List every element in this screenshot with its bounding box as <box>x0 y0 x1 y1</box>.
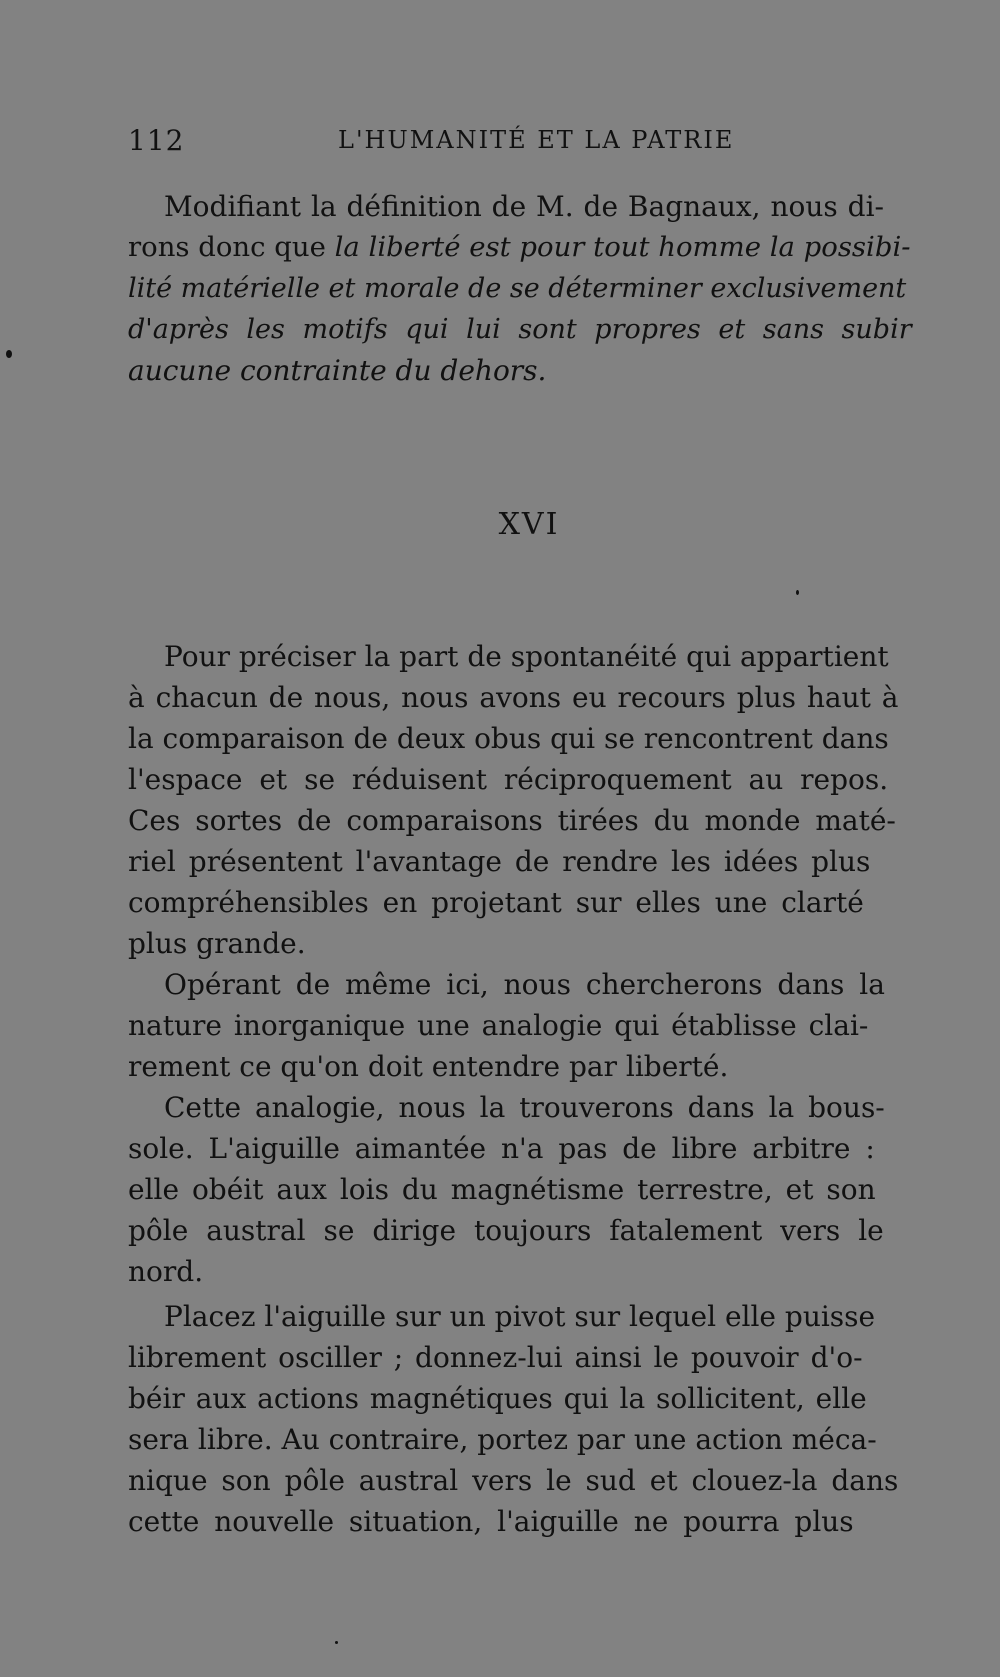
text-run-italic: la liberté est pour tout homme la possibi- <box>334 231 911 263</box>
text-line: l'espace et se réduisent réciproquement au repos. <box>128 763 889 796</box>
text-line: à chacun de nous, nous avons eu recours plus haut à <box>128 681 899 714</box>
text-line: aucune contrainte du dehors. <box>128 354 547 387</box>
scan-speck <box>6 350 12 358</box>
text-line: elle obéit aux lois du magnétisme terrestre, et son <box>128 1173 876 1206</box>
paragraph-analogy-intro <box>128 964 918 1087</box>
text-line <box>128 227 918 268</box>
text-line: sera libre. Au contraire, portez par une action méca- <box>128 1423 877 1456</box>
text-line: sole. L'aiguille aimantée n'a pas de libre arbitre : <box>128 1132 875 1165</box>
text-line: d'après les motifs qui lui sont propres et sans subir <box>128 314 912 345</box>
text-line: Pour préciser la part de spontanéité qui appartient <box>164 640 889 673</box>
text-line: nord. <box>128 1255 204 1288</box>
text-line: rement ce qu'on doit entendre par liberté. <box>128 1050 729 1083</box>
running-head: L'HUMANITÉ ET LA PATRIE <box>338 126 735 154</box>
text-line: Cette analogie, nous la trouverons dans la bous- <box>164 1091 885 1124</box>
section-title: XVI <box>498 507 560 542</box>
page-number: 112 <box>128 124 185 157</box>
text-line: riel présentent l'avantage de rendre les idées plus <box>128 845 871 878</box>
paragraph-compass <box>128 1087 918 1292</box>
paragraph-spontaneity <box>128 636 918 964</box>
scan-speck <box>796 590 799 595</box>
paragraph-definition <box>128 186 918 391</box>
text-line: Ces sortes de comparaisons tirées du monde maté- <box>128 804 896 837</box>
text-line: la comparaison de deux obus qui se rencontrent dans <box>128 722 889 755</box>
text-line: nique son pôle austral vers le sud et clouez-la dans <box>128 1464 899 1497</box>
text-line: plus grande. <box>128 927 306 960</box>
text-line: béir aux actions magnétiques qui la sollicitent, elle <box>128 1382 867 1415</box>
text-run-roman: rons donc que <box>128 231 335 263</box>
text-line: pôle austral se dirige toujours fatalement vers le <box>128 1214 884 1247</box>
paragraph-pivot <box>128 1296 918 1542</box>
scan-speck <box>335 1641 338 1644</box>
text-line: compréhensibles en projetant sur elles une clarté <box>128 886 864 919</box>
text-line: Modifiant la définition de M. de Bagnaux, nous di- <box>164 190 885 223</box>
text-line: cette nouvelle situation, l'aiguille ne pourra plus <box>128 1505 854 1538</box>
text-line: nature inorganique une analogie qui établisse clai- <box>128 1009 869 1042</box>
text-line: lité matérielle et morale de se déterminer exclusivement <box>128 273 907 304</box>
text-line: Placez l'aiguille sur un pivot sur lequel elle puisse <box>164 1300 876 1333</box>
text-line: Opérant de même ici, nous chercherons dans la <box>164 968 885 1001</box>
text-line: librement osciller ; donnez-lui ainsi le pouvoir d'o- <box>128 1341 863 1374</box>
page-header <box>128 124 918 164</box>
